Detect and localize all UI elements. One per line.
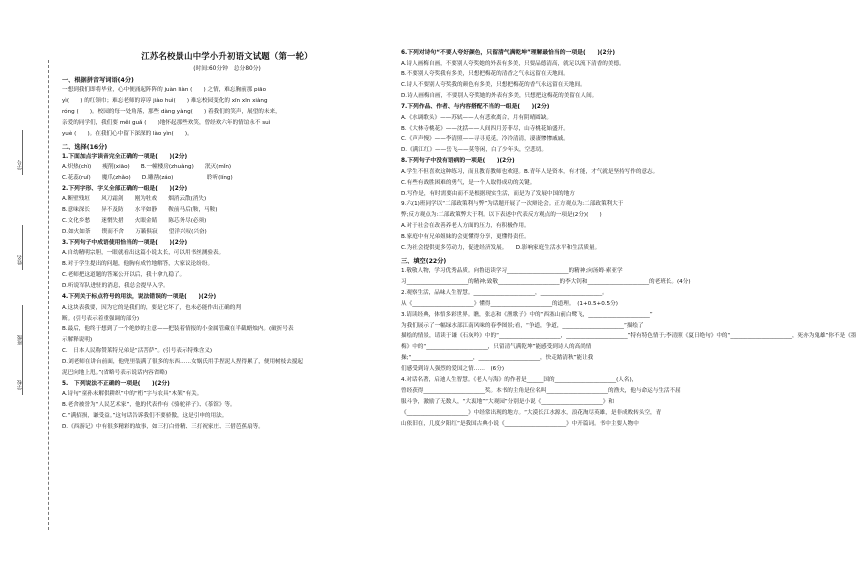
school-blank[interactable] bbox=[22, 350, 23, 395]
option-line: C.文化乡愁 迷惘失措 火眼金睛 陈芯务尽(必须) bbox=[62, 218, 207, 225]
option-line: C.有些有战胜困难的勇气，是一个人取得成功的关键。 bbox=[401, 179, 536, 186]
fill-line: 操;“______________________，______________________，快走踏清秋”能让我 bbox=[401, 355, 594, 362]
option-line: B.对于学生提出的问题，他胸有成竹地解答，大家议论纷纷。 bbox=[62, 261, 214, 268]
binding-margin bbox=[0, 0, 60, 561]
student-number-blank[interactable] bbox=[22, 130, 23, 175]
option-line: C.为社会提供更多劳动力，促进经济发展。 D.影响家庭生活水平和生活质量。 bbox=[401, 245, 601, 252]
name-label: 姓名 bbox=[17, 255, 23, 265]
student-number-label: 学号 bbox=[17, 160, 23, 170]
option-line: C.“满招损，谦受益。”这句话告诉我们不要骄傲，这是引申的用法。 bbox=[62, 413, 228, 420]
passage-line: yì( ) 的红领巾；难忘老师的谆谆 jiào huì( ) 难忘校园变化的 xīn xīn xiàng bbox=[62, 97, 268, 104]
fill-line: 为我们展示了一幅绿水部江南风味的春季图景;看，“争道，争道，______________________”描绘了 bbox=[401, 322, 644, 329]
option-line: B.不要别人夸奖我有多美，只想把梅花的清香之气永远留在天地间。 bbox=[401, 71, 569, 78]
option-line: 断。(引号表示着重强调的部分) bbox=[62, 315, 140, 322]
option-line: A.自幼精明宗胆，一眼就看出这篇小说太长，可以用书丝测验表。 bbox=[62, 250, 225, 257]
binding-dashed-line bbox=[48, 60, 49, 530]
option-line: 示解释说明) bbox=[62, 337, 93, 344]
option-line: A.诗人画梅自画，不要别人夸奖她的外表有多美，只要品德清高，就足以流下清香的美德。 bbox=[401, 60, 625, 67]
fill-1-line2: 习______________________的精神;致敬______________________的李大钊和______________________的老班长。(4分) bbox=[401, 278, 691, 285]
passage-line: róng ( )。校园的每一处角落，那些 dàng yàng( ) 着我们的笑声，展望的未来， bbox=[62, 108, 281, 115]
class-label: 班级 bbox=[17, 335, 23, 345]
option-line: D.写作是，有时需要由而不是根据现实生活，而是为了发展中国的地方 bbox=[401, 190, 575, 197]
question-6: 6.下列对诗句“不要人夸好颜色，只留清气满乾坤”理解最恰当的一项是( )(2分) bbox=[401, 50, 615, 56]
fill-line: 描绘的情景，请读于谦《石灰吟》中的“______________________，______________________”特有特色情于;李清照《夏日绝句》中的“______________________，死亦为鬼雄”你不是《墨 bbox=[401, 333, 856, 340]
passage-line: 一想到我们即将毕业，心中便涌起阵阵的 juàn liàn ( ) 之情，难忘胸前那 piāo bbox=[62, 87, 266, 93]
option-line: A.《水调歌头》——苏轼——人有悲欢离合，月有阴晴圆缺。 bbox=[401, 114, 552, 121]
option-line: D.刘老师在讲台前面，他兜里装满了很多的东西……女娲氏用手捏泥人捏得累了，便用树枝去搅起 bbox=[62, 359, 304, 366]
option-line: D.听说军队进驻的消息，我总会提早入学。 bbox=[62, 283, 169, 290]
question-8: 8.下列句子中没有语病的一项是( )(2分) bbox=[401, 158, 515, 165]
question-3: 3.下列句子中成语使用恰当的一项是( )(2分) bbox=[62, 239, 188, 246]
fill-line: 梅》中的“______________________，只留清气满乾坤”能感受到诗人的高尚情 bbox=[401, 344, 592, 351]
option-line: A.对于社会在改善养老人方面的压力，有积极作用。 bbox=[401, 223, 530, 230]
left-column bbox=[62, 48, 392, 433]
option-line: B.家庭中有兄弟姐妹的会更懂得分享，更懂得责任。 bbox=[401, 234, 530, 241]
option-line: A.学生不但喜欢这种练习，而且教育教师也欢迎。B.青年人是资本，有才能，才气就是坚持写作的意志。 bbox=[401, 168, 659, 175]
option-line: B.最后，他终于想到了一个绝妙的主意——把装着情报的小金属管藏在半截蜡烛内。(破折号表 bbox=[62, 326, 294, 333]
question-9: 9.六(1)班同学以“二部政策利与弊”为话题开展了一次辩论会。正方观点为:二部政策利大于 bbox=[401, 201, 624, 208]
option-line: B.意味深长 异不及防 水平如静 鞍前马后(鞍，马鞍) bbox=[62, 207, 218, 214]
question-2: 2.下列字形、字义全部正确的一组是( )(2分) bbox=[62, 185, 188, 192]
section-fill-heading: 三、填空(22分) bbox=[401, 258, 447, 265]
pinyin-passage bbox=[62, 85, 392, 140]
option-line: B.老舍被誉为“人民艺术家”，他的代表作有《骆驼祥子》、《茶馆》等。 bbox=[62, 402, 236, 409]
question-4: 4.下列关于标点符号的用法，说法错误的一项是( )(2分) bbox=[62, 294, 217, 301]
option-line: C.诗人不要别人夸奖我的颜色有多美，只想把梅花的香气永远留在天地间。 bbox=[401, 82, 586, 89]
option-line: D.《西游记》中有很多精彩的故事，如三打白骨精、三打祝家庄、三借芭蕉扇等。 bbox=[62, 424, 264, 431]
passage-line: 亲爱的同学们，我们要 měi guǎ ( )地怀起那些欢笑，曾经欢六年的情谊永不 suì bbox=[62, 119, 271, 126]
option-line: 泥巴向地上甩。”(省略号表示说话内容省略) bbox=[62, 370, 168, 377]
option-line: C. 日本人民称赞莱特兄弟是“活菩萨”。(引号表示特殊含义) bbox=[62, 348, 213, 355]
question-5: 5. 下列说法不正确的一项是( )(2分) bbox=[62, 380, 170, 387]
option-line: D.如火如荼 锲而不舍 万籁俱寂 望洋兴叹(兴奋) bbox=[62, 229, 207, 236]
fill-line: 们感受到诗人强烈的爱国之情…… (6分) bbox=[401, 366, 505, 373]
option-line: A.断壁残垣 风刀霜剑 刚为牡戏 烟消云散(消失) bbox=[62, 196, 207, 203]
fill-line: 山依旧在，几度夕阳红”是我国古典小说《______________________》中开篇词。书中主要人物中 bbox=[401, 420, 639, 427]
section-choice-heading: 二、选择(16分) bbox=[62, 143, 108, 151]
fill-line: 曾经获得______________________奖。本书的主角是位名叫______________________的渔夫，他与命运与生活不屈 bbox=[401, 387, 681, 394]
option-line: C.老师把这道题的答案公开以后，我十拿九稳了。 bbox=[62, 272, 186, 279]
fill-line: 《______________________》中经常出现的地方。“大漠长江水源水，浪花淘尽英雄，是非成败转头空，青 bbox=[401, 409, 662, 416]
right-column bbox=[401, 48, 856, 430]
option-line: D.《满江红》——岳飞——莫等闲，白了少年头，空悲切。 bbox=[401, 147, 547, 154]
fill-line: 服斗争，激励了无数人，“大衷地”“大观园”分别是小说《______________________》和 bbox=[401, 398, 614, 405]
section-pinyin-heading: 一、根据拼音写词语(4分) bbox=[62, 77, 134, 84]
name-blank[interactable] bbox=[22, 225, 23, 270]
question-1: 1.下面加点字读音完全正确的一项是( )(2分) bbox=[62, 153, 188, 160]
option-line: A.炽热(chì) 瘦削(xiāo) B.一幢楼房(zhuàng) 泯灭(mǐn) bbox=[62, 164, 232, 171]
fill-1: 1.敬敬人物，学习优秀品质。向鲁迅读学习______________________的精神;向汤姆·索亚学 bbox=[401, 268, 623, 274]
option-line: D.诗人画梅自画，不要别人夸奖她的外表有多美，只想把这梅花的美留在人间。 bbox=[401, 93, 598, 100]
option-line: C.花蕊(ruǐ) 魔爪(zhǎo) D.雕凿(záo) 聆听(líng) bbox=[62, 174, 233, 181]
option-line: A.这块表我要，因为它的是我们的，要是它坏了，也未必能作出正确的判 bbox=[62, 304, 241, 311]
school-label: 学校 bbox=[17, 380, 23, 390]
question-9-line2: 弊;反方观点为:二部政策弊大于利。以下表述中代表反方观点的一项是(2分)( ) bbox=[401, 212, 602, 219]
class-blank[interactable] bbox=[22, 305, 23, 350]
exam-title: 江苏名校景山中学小升初语文试题（第一轮） bbox=[141, 51, 313, 61]
question-7: 7.下列作品、作者、与内容搭配不当的一组是( )(2分) bbox=[401, 104, 550, 111]
exam-meta: (时间:60分钟 总分80分) bbox=[193, 66, 261, 72]
option-line: B.《大林寺桃花》——沈括——人间四月芳菲尽，山寺桃花始盛开。 bbox=[401, 125, 569, 132]
fill-2-line2: 从《______________________》懂得______________________的道理。 (1+0.5+0.5分) bbox=[401, 300, 618, 307]
fill-3: 3.请读经典，体悟多彩世界。瞧，张志和《渔歌子》中的“西塞山前白鹭飞，______________________” bbox=[401, 311, 653, 318]
option-line: C.《声声慢》——李清照——寻寻觅觅，冷冷清清，凄凄惨惨戚戚。 bbox=[401, 136, 569, 143]
fill-2: 2.观察生活，品味人生智慧。______________________，______________________。 bbox=[401, 289, 608, 296]
fill-4: 4.对话名著，启迪人生智慧。《老人与海》的作者是______国的______________________(人名)， bbox=[401, 377, 638, 384]
option-line: A.诗句“童孙未解供耕织”中的“桁”字与农具“木架”有关。 bbox=[62, 391, 203, 398]
passage-line: yuè ( )。在我们心中留下深深的 lào yìn( )。 bbox=[62, 130, 193, 137]
